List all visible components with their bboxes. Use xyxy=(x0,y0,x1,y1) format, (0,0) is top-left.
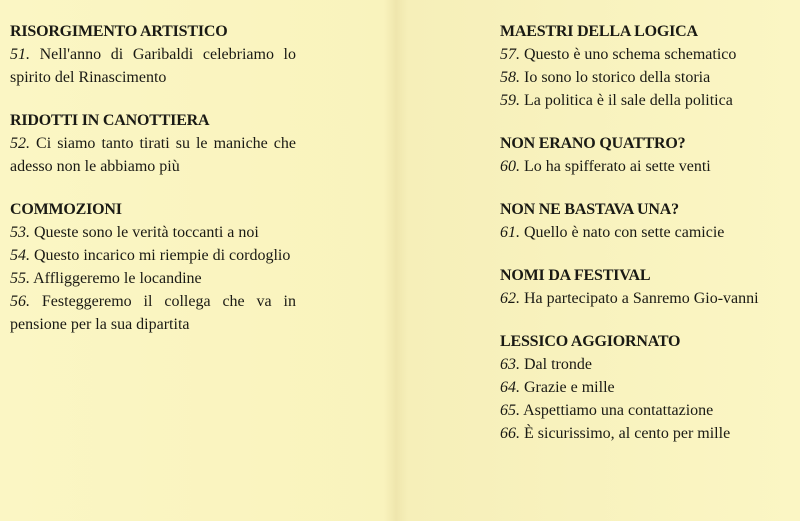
item-text: Festeggeremo il collega che va in pensione per la sua dipartita xyxy=(10,293,296,333)
item-number: 66. xyxy=(500,425,520,442)
list-item xyxy=(500,221,786,244)
item-text: Nell'anno di Garibaldi celebriamo lo spirito del Rinascimento xyxy=(10,46,297,86)
item-number: 62. xyxy=(500,290,520,307)
item-number: 56. xyxy=(10,293,30,310)
item-text: La politica è il sale della politica xyxy=(524,92,733,109)
list-item xyxy=(500,43,786,66)
section-heading: LESSICO AGGIORNATO xyxy=(500,333,681,350)
item-number: 53. xyxy=(10,224,30,241)
item-text: Dal tronde xyxy=(524,356,592,373)
item-text: Grazie e mille xyxy=(524,379,615,396)
list-item xyxy=(500,353,786,376)
section-non-erano-quattro xyxy=(500,132,786,178)
item-number: 51. xyxy=(10,46,30,63)
item-number: 60. xyxy=(500,158,520,175)
section-nomi-da-festival xyxy=(500,264,786,310)
list-item xyxy=(500,155,786,178)
item-text: Questo è uno schema schematico xyxy=(524,46,737,63)
item-text: Lo ha spifferato ai sette venti xyxy=(524,158,711,175)
item-number: 58. xyxy=(500,69,520,86)
section-heading: NON ERANO QUATTRO? xyxy=(500,135,686,152)
item-number: 57. xyxy=(500,46,520,63)
item-text: Ha partecipato a Sanremo Gio-vanni xyxy=(524,290,759,307)
item-number: 64. xyxy=(500,379,520,396)
list-item xyxy=(500,422,786,445)
item-text: Questo incarico mi riempie di cordoglio xyxy=(34,247,291,264)
section-non-ne-bastava-una xyxy=(500,198,786,244)
list-item xyxy=(10,43,296,89)
item-number: 55. xyxy=(10,270,30,287)
left-column xyxy=(10,20,296,356)
item-number: 63. xyxy=(500,356,520,373)
section-heading: RIDOTTI IN CANOTTIERA xyxy=(10,112,210,129)
list-item xyxy=(10,267,296,290)
list-item xyxy=(10,221,296,244)
right-column xyxy=(500,20,786,465)
section-ridotti-in-canottiera xyxy=(10,109,296,178)
item-text: Quello è nato con sette camicie xyxy=(524,224,725,241)
section-heading: NON NE BASTAVA UNA? xyxy=(500,201,679,218)
list-item xyxy=(500,89,786,112)
section-lessico-aggiornato xyxy=(500,330,786,445)
list-item xyxy=(10,132,296,178)
section-heading: RISORGIMENTO ARTISTICO xyxy=(10,23,228,40)
list-item xyxy=(500,287,786,310)
item-number: 52. xyxy=(10,135,30,152)
section-heading: MAESTRI DELLA LOGICA xyxy=(500,23,698,40)
item-text: Affliggeremo le locandine xyxy=(33,270,202,287)
list-item xyxy=(10,290,296,336)
item-number: 61. xyxy=(500,224,520,241)
list-item xyxy=(500,66,786,89)
list-item xyxy=(500,399,786,422)
list-item xyxy=(10,244,296,267)
item-text: Queste sono le verità toccanti a noi xyxy=(34,224,259,241)
item-number: 65. xyxy=(500,402,520,419)
section-commozioni xyxy=(10,198,296,336)
item-text: Io sono lo storico della storia xyxy=(524,69,711,86)
item-text: È sicurissimo, al cento per mille xyxy=(524,425,731,442)
item-number: 54. xyxy=(10,247,30,264)
section-maestri-della-logica xyxy=(500,20,786,112)
section-heading: NOMI DA FESTIVAL xyxy=(500,267,651,284)
section-risorgimento-artistico xyxy=(10,20,296,89)
item-text: Ci siamo tanto tirati su le maniche che adesso non le abbiamo più xyxy=(10,135,297,175)
item-number: 59. xyxy=(500,92,520,109)
list-item xyxy=(500,376,786,399)
item-text: Aspettiamo una contattazione xyxy=(523,402,714,419)
section-heading: COMMOZIONI xyxy=(10,201,122,218)
